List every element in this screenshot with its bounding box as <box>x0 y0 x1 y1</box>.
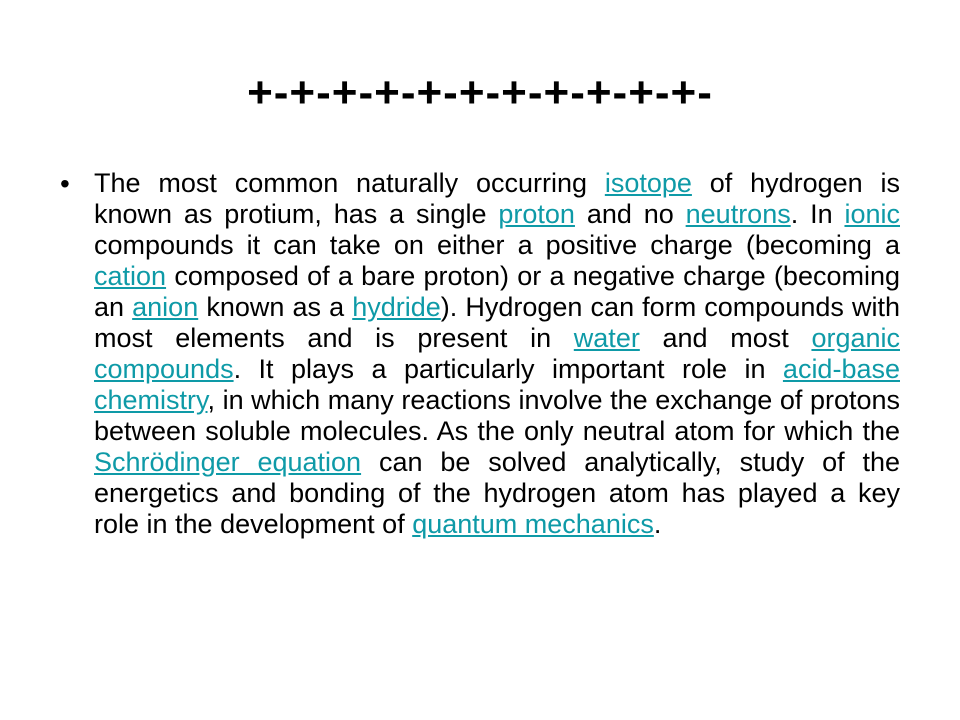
text-run: compounds it can take on either a positive charge (becoming a <box>94 230 900 260</box>
text-run: The most common naturally occurring <box>94 168 605 198</box>
text-run: ). Hydrogen can form compounds with most elements and is present in <box>94 292 900 353</box>
bullet-icon: • <box>60 168 70 199</box>
link-acid-base-chemistry[interactable]: acid-base chemistry <box>94 354 900 415</box>
link-neutrons[interactable]: neutrons <box>685 199 791 229</box>
link-water[interactable]: water <box>573 323 640 353</box>
link-organic-compounds[interactable]: organic compounds <box>94 323 900 384</box>
link-hydride[interactable]: hydride <box>352 292 441 322</box>
text-run: , in which many reactions involve the exchange of protons between soluble molecules. As the only neutral atom for which the <box>94 385 900 446</box>
text-run: of hydrogen is known as protium, has a single <box>94 168 901 229</box>
text-run: can be solved analytically, study of the energetics and bonding of the hydrogen atom has played a key role in the development of <box>94 447 901 539</box>
bullet-item <box>60 168 900 540</box>
bullet-paragraph <box>94 168 900 540</box>
text-run: and most <box>639 323 812 353</box>
text-run: and no <box>574 199 686 229</box>
link-isotope[interactable]: isotope <box>604 168 692 198</box>
link-anion[interactable]: anion <box>132 292 199 322</box>
slide-body <box>60 168 900 540</box>
text-run: . In <box>790 199 845 229</box>
link-schr-dinger-equation[interactable]: Schrödinger equation <box>94 447 362 477</box>
text-run: . It plays a particularly important role in <box>233 354 783 384</box>
link-ionic[interactable]: ionic <box>844 199 900 229</box>
link-proton[interactable]: proton <box>498 199 575 229</box>
text-run: composed of a bare proton) or a negative charge (becoming an <box>94 261 900 322</box>
slide-title: +-+-+-+-+-+-+-+-+-+-+- <box>247 68 713 117</box>
text-run: known as a <box>198 292 353 322</box>
link-cation[interactable]: cation <box>94 261 167 291</box>
link-quantum-mechanics[interactable]: quantum mechanics <box>412 509 654 539</box>
text-run: . <box>653 509 662 539</box>
